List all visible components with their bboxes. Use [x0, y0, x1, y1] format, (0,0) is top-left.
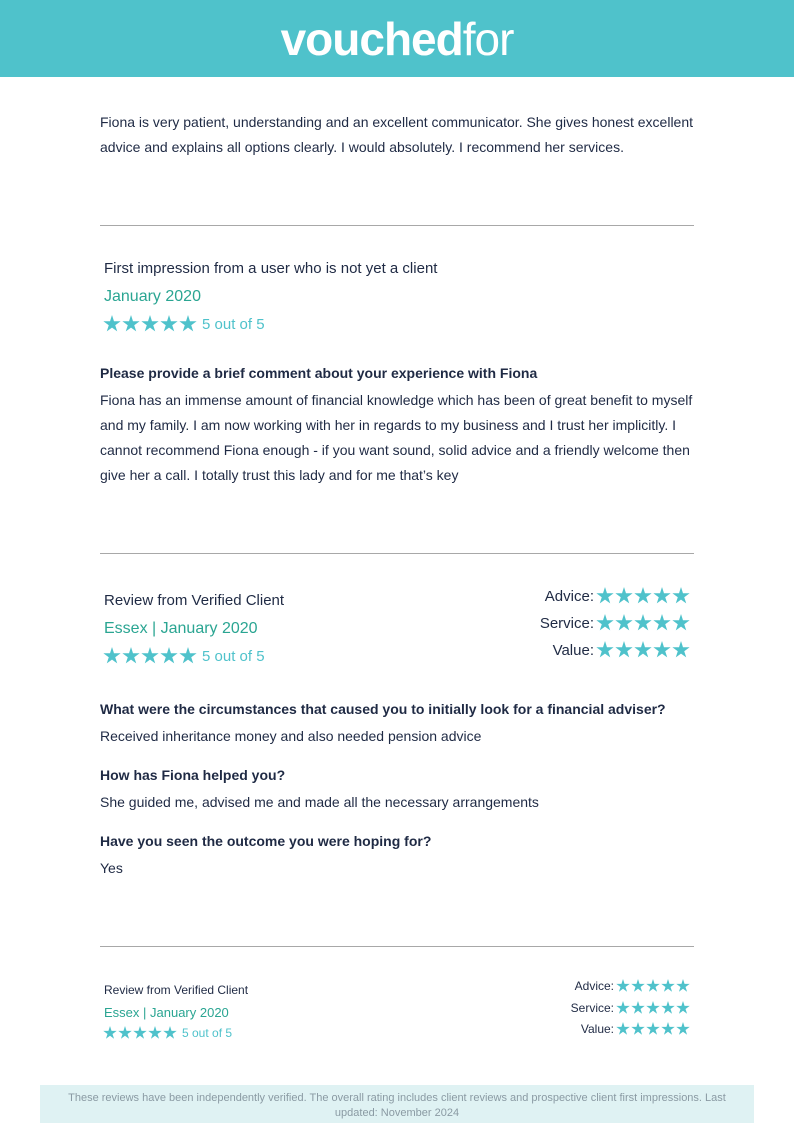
star-icon: [103, 1026, 117, 1040]
star-icon: [615, 641, 633, 659]
star-icon: [672, 614, 690, 632]
rating-advice: [575, 979, 691, 993]
rating-label: Advice:: [544, 587, 594, 605]
rating-label: Value:: [580, 1022, 614, 1036]
star-icon: [634, 614, 652, 632]
score-text: 5 out of 5: [202, 315, 265, 333]
star-icon: [616, 1022, 630, 1036]
review-date: Essex | January 2020: [104, 1005, 229, 1020]
rating-advice: [545, 587, 691, 605]
vouchedfor-logo: [280, 12, 514, 65]
star-icon: [163, 1026, 177, 1040]
answer: Yes: [100, 860, 123, 876]
question: Have you seen the outcome you were hoping for?: [100, 833, 432, 849]
star-icon: [661, 1022, 675, 1036]
rating-label: Advice:: [574, 979, 614, 993]
star-icon: [631, 1001, 645, 1015]
star-icon: [148, 1026, 162, 1040]
review-title: Review from Verified Client: [104, 983, 249, 997]
star-icon: [653, 641, 671, 659]
review-title: First impression from a user who is not yet a client: [104, 260, 438, 277]
star-icon: [615, 614, 633, 632]
star-icon: [661, 979, 675, 993]
star-icon: [133, 1026, 147, 1040]
star-icon: [160, 647, 178, 665]
rating-label: Service:: [539, 614, 594, 632]
star-icon: [672, 587, 690, 605]
star-icon: [676, 979, 690, 993]
divider-1: [100, 225, 694, 226]
star-icon: [103, 647, 121, 665]
question: What were the circumstances that caused you to initially look for a financial adviser?: [100, 701, 666, 717]
star-icon: [596, 641, 614, 659]
star-icon: [646, 1022, 660, 1036]
star-icon: [653, 587, 671, 605]
rating-service: [571, 1001, 691, 1015]
header-bar: [0, 0, 794, 77]
star-icon: [615, 587, 633, 605]
star-icon: [122, 647, 140, 665]
divider-2: [100, 553, 694, 554]
star-icon: [141, 647, 159, 665]
star-icon: [616, 1001, 630, 1015]
logo-light: for: [462, 12, 514, 65]
star-icon: [646, 979, 660, 993]
star-icon: [596, 587, 614, 605]
overall-stars: [103, 647, 265, 665]
rating-label: Value:: [552, 641, 594, 659]
star-icon: [118, 1026, 132, 1040]
star-icon: [661, 1001, 675, 1015]
logo-bold: vouched: [280, 12, 463, 65]
star-icon: [653, 614, 671, 632]
star-icon: [676, 1022, 690, 1036]
star-icon: [122, 315, 140, 333]
question: Please provide a brief comment about your experience with Fiona: [100, 365, 538, 381]
star-icon: [672, 641, 690, 659]
divider-3: [100, 946, 694, 947]
answer: She guided me, advised me and made all the necessary arrangements: [100, 794, 539, 810]
star-icon: [616, 979, 630, 993]
star-icon: [141, 315, 159, 333]
review-date: January 2020: [104, 288, 201, 305]
footer-note: These reviews have been independently verified. The overall rating includes client reviews and prospective client first impressions. Last updated: November 2024: [40, 1085, 754, 1123]
star-icon: [179, 647, 197, 665]
overall-stars: [103, 315, 265, 333]
rating-value: [553, 641, 691, 659]
answer: Received inheritance money and also needed pension advice: [100, 728, 482, 744]
score-text: 5 out of 5: [182, 1026, 233, 1040]
star-icon: [634, 587, 652, 605]
star-icon: [179, 315, 197, 333]
question: How has Fiona helped you?: [100, 767, 286, 783]
star-icon: [676, 1001, 690, 1015]
answer: Fiona has an immense amount of financial knowledge which has been of great benefit to myself and my family. I am now working with her in regards to my business and I trust her implicitly. I cannot recommend Fiona enough - if you want sound, solid advice and a friendly welcome then give her a call. I totally trust this lady and for me that’s key: [100, 392, 693, 483]
star-icon: [103, 315, 121, 333]
rating-value: [581, 1022, 691, 1036]
score-text: 5 out of 5: [202, 647, 265, 665]
rating-label: Service:: [570, 1001, 614, 1015]
star-icon: [596, 614, 614, 632]
star-icon: [634, 641, 652, 659]
rating-service: [540, 614, 691, 632]
review-date: Essex | January 2020: [104, 620, 258, 637]
intro-text: Fiona is very patient, understanding and an excellent communicator. She gives honest excellent advice and explains all options clearly. I would absolutely. I recommend her services.: [100, 114, 694, 155]
review-title: Review from Verified Client: [104, 592, 285, 609]
star-icon: [160, 315, 178, 333]
overall-stars: [103, 1026, 232, 1040]
star-icon: [646, 1001, 660, 1015]
star-icon: [631, 979, 645, 993]
star-icon: [631, 1022, 645, 1036]
